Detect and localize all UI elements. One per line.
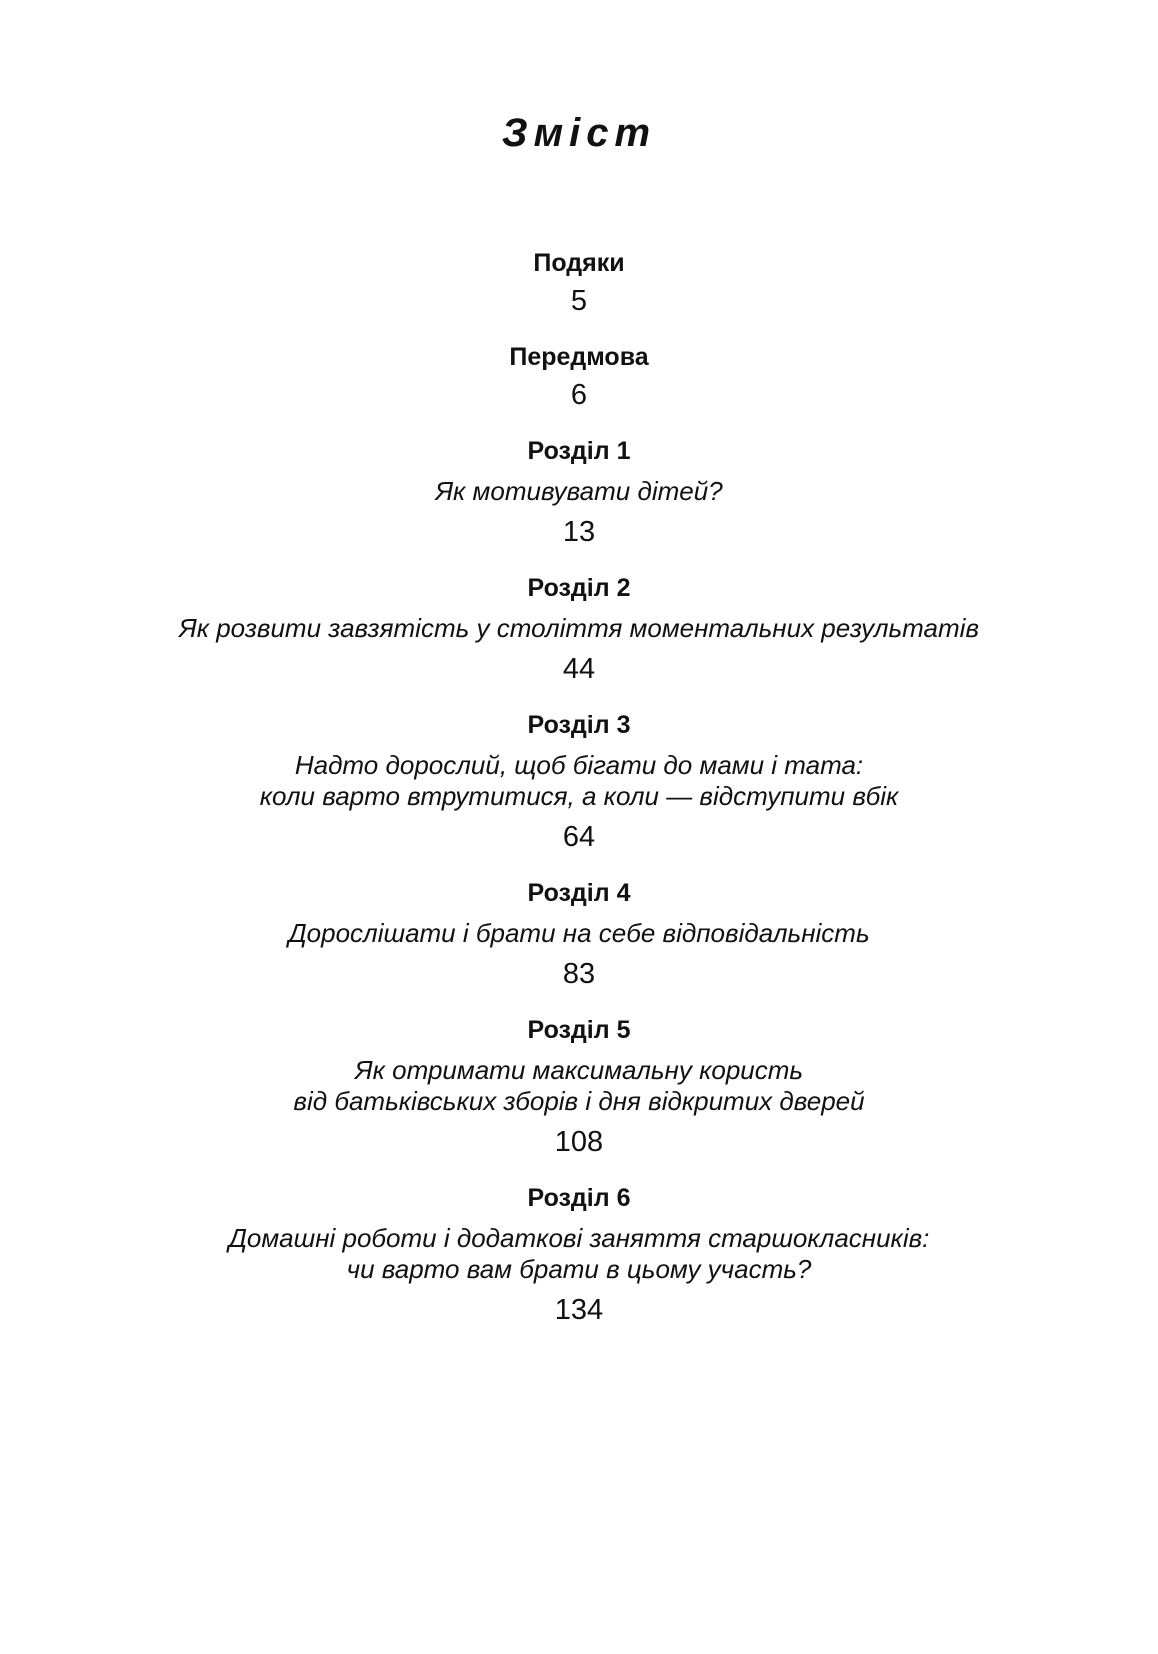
entry-page-number: 5 — [570, 285, 588, 317]
toc-entry — [0, 1013, 1158, 1161]
entry-page-number: 13 — [562, 516, 596, 548]
entry-subtitle-line: Надто дорослий, щоб бігати до мами і тата: — [294, 750, 864, 780]
entry-label: Подяки — [533, 249, 625, 277]
entry-label: Розділ 2 — [527, 574, 631, 602]
entry-page-number: 134 — [554, 1294, 604, 1326]
entry-label: Розділ 1 — [527, 437, 631, 465]
entry-label: Розділ 6 — [527, 1184, 631, 1212]
entry-subtitle-line: чи варто вам брати в цьому участь? — [346, 1254, 812, 1284]
toc-entry — [0, 434, 1158, 551]
entry-subtitle — [0, 476, 1158, 507]
page-title: Зміст — [501, 111, 657, 155]
entry-subtitle — [0, 613, 1158, 644]
toc-list — [0, 246, 1158, 1329]
entry-subtitle-line: від батьківських зборів і дня відкритих дверей — [293, 1086, 865, 1116]
toc-entry — [0, 246, 1158, 320]
entry-subtitle — [0, 1055, 1158, 1117]
toc-entry — [0, 1181, 1158, 1329]
toc-entry — [0, 340, 1158, 414]
entry-page-number: 44 — [562, 653, 596, 685]
toc-entry — [0, 571, 1158, 688]
entry-subtitle — [0, 1223, 1158, 1285]
entry-subtitle-line: Як отримати максимальну користь — [354, 1055, 804, 1085]
entry-page-number: 83 — [562, 958, 596, 990]
toc-entry — [0, 876, 1158, 993]
entry-label: Розділ 5 — [527, 1016, 631, 1044]
entry-label: Розділ 4 — [527, 879, 631, 907]
toc-entry — [0, 708, 1158, 856]
entry-page-number: 108 — [554, 1126, 604, 1158]
entry-subtitle-line: коли варто втрутитися, а коли — відступити вбік — [259, 781, 899, 811]
entry-subtitle-line: Домашні роботи і додаткові заняття старшокласників: — [228, 1223, 930, 1253]
entry-subtitle-line: Як розвити завзятість у століття моментальних результатів — [178, 613, 980, 643]
entry-subtitle-line: Дорослішати і брати на себе відповідальність — [288, 918, 870, 948]
entry-label: Передмова — [509, 343, 649, 371]
entry-page-number: 64 — [562, 821, 596, 853]
entry-subtitle — [0, 750, 1158, 812]
entry-subtitle — [0, 918, 1158, 949]
entry-page-number: 6 — [570, 379, 588, 411]
entry-subtitle-line: Як мотивувати дітей? — [435, 476, 723, 506]
entry-label: Розділ 3 — [527, 711, 631, 739]
